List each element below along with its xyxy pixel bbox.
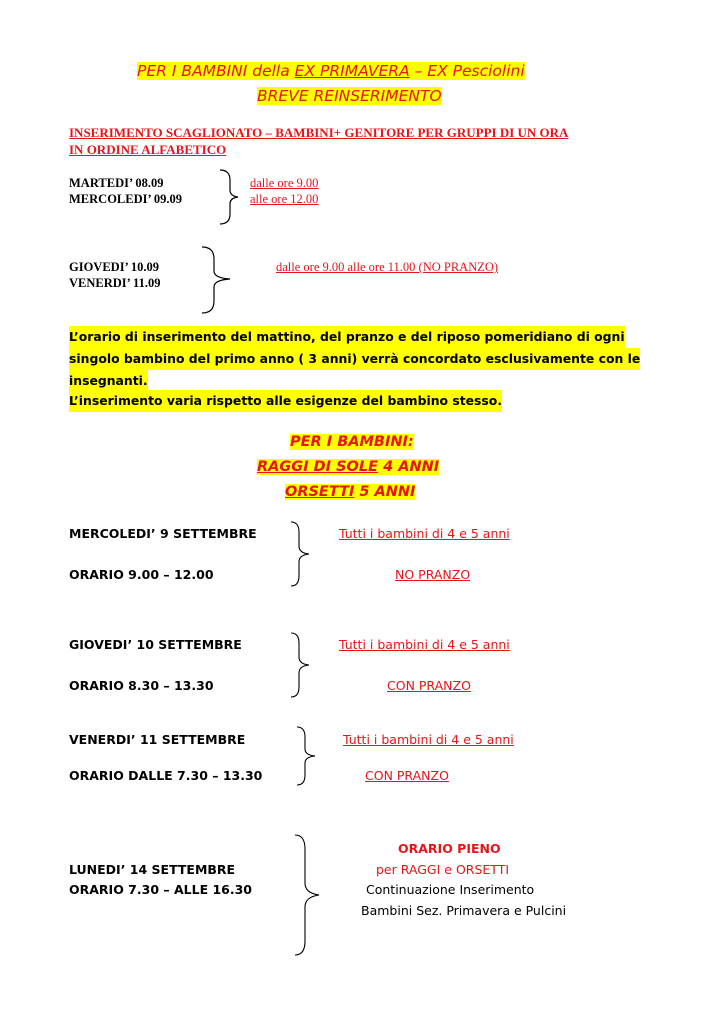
- row2-who: Tutti i bambini di 4 e 5 anni: [339, 637, 510, 652]
- note-line2: singolo bambino del primo anno ( 3 anni) verrà concordato esclusivamente con le: [69, 348, 640, 370]
- last-line4: Bambini Sez. Primavera e Pulcini: [361, 903, 567, 918]
- last-sub: per RAGGI e ORSETTI: [376, 862, 510, 877]
- page-title-line1: PER I BAMBINI della EX PRIMAVERA – EX Pesciolini: [137, 62, 525, 80]
- group1-day1: MARTEDI’ 08.09: [69, 176, 164, 190]
- row1-meal: NO PRANZO: [395, 567, 471, 582]
- last-day: LUNEDI’ 14 SETTEMBRE: [69, 862, 236, 877]
- row1-hours: ORARIO 9.00 – 12.00: [69, 567, 214, 582]
- brace-icon: [293, 725, 319, 787]
- group1-time2: alle ore 12.00: [250, 192, 319, 206]
- last-title: ORARIO PIENO: [398, 841, 501, 856]
- section2-heading-line2: RAGGI DI SOLE 4 ANNI: [257, 459, 440, 475]
- row1-day: MERCOLEDI’ 9 SETTEMBRE: [69, 526, 257, 541]
- last-hours: ORARIO 7.30 – ALLE 16.30: [69, 882, 253, 897]
- brace-icon: [287, 520, 313, 588]
- section2-heading-line1: PER I BAMBINI:: [290, 434, 414, 450]
- section2-heading-line3: ORSETTI 5 ANNI: [285, 484, 416, 500]
- row3-who: Tutti i bambini di 4 e 5 anni: [343, 732, 514, 747]
- brace-icon: [216, 168, 242, 226]
- section1-heading-line1: INSERIMENTO SCAGLIONATO – BAMBINI+ GENITORE PER GRUPPI DI UN ORA: [69, 125, 569, 140]
- last-line3: Continuazione Inserimento: [366, 882, 535, 897]
- row2-day: GIOVEDI’ 10 SETTEMBRE: [69, 637, 242, 652]
- brace-icon: [291, 833, 325, 959]
- group2-day2: VENERDI’ 11.09: [69, 276, 161, 290]
- row1-who: Tutti i bambini di 4 e 5 anni: [339, 526, 510, 541]
- row3-hours: ORARIO DALLE 7.30 – 13.30: [69, 768, 263, 783]
- row3-meal: CON PRANZO: [365, 768, 449, 783]
- brace-icon: [198, 245, 236, 315]
- note-line1: L’orario di inserimento del mattino, del pranzo e del riposo pomeridiano di ogni: [69, 326, 625, 348]
- row3-day: VENERDI’ 11 SETTEMBRE: [69, 732, 246, 747]
- group2-day1: GIOVEDI’ 10.09: [69, 260, 160, 274]
- row2-hours: ORARIO 8.30 – 13.30: [69, 678, 214, 693]
- brace-icon: [287, 631, 313, 699]
- note-line3: insegnanti.: [69, 370, 148, 392]
- group1-time1: dalle ore 9.00: [250, 176, 319, 190]
- section1-heading-line2: IN ORDINE ALFABETICO: [69, 142, 227, 157]
- group1-day2: MERCOLEDI’ 09.09: [69, 192, 182, 206]
- note-line4: L’inserimento varia rispetto alle esigenze del bambino stesso.: [69, 390, 502, 412]
- group2-time: dalle ore 9.00 alle ore 11.00 (NO PRANZO): [276, 260, 499, 274]
- page-title-line2: BREVE REINSERIMENTO: [257, 87, 442, 105]
- row2-meal: CON PRANZO: [387, 678, 471, 693]
